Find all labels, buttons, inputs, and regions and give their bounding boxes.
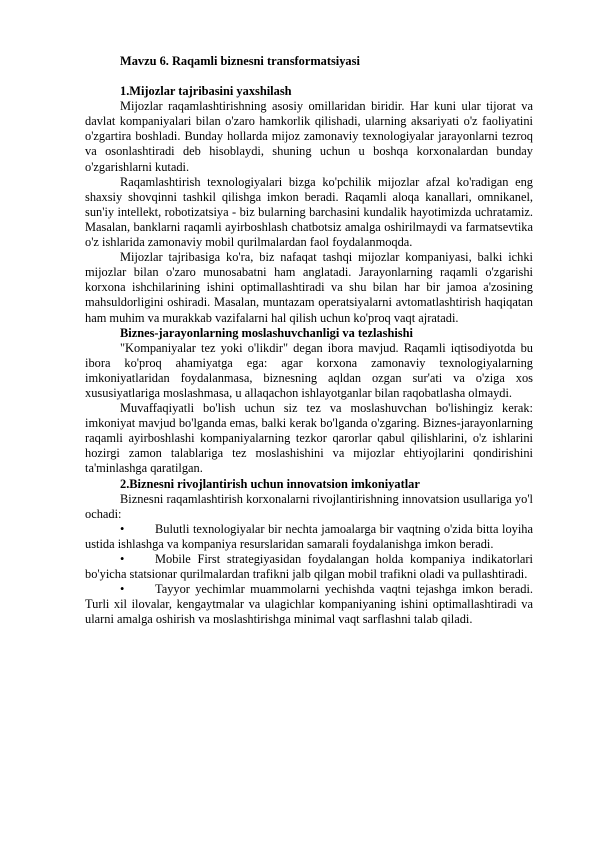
paragraph: Mijozlar raqamlashtirishning asosiy omillaridan biridir. Har kuni ular tijorat va davlat kompaniyalari bilan o'zaro hamkorlik qilishadi, ularning aksariyati o'z faoliyatini o'zgartira boshladi. Bunday hollarda mijoz zamonaviy texnologiyalar jarayonlarni tezroq va osonlashtiradi deb hisoblaydi, shuning uchun u boshqa korxonalardan bunday o'zgarishlarni kutadi.: [85, 99, 533, 174]
list-item: [85, 582, 533, 627]
document-body: [85, 54, 533, 627]
list-item-text: Bulutli texnologiyalar bir nechta jamoalarga bir vaqtning o'zida bitta loyiha ustida ishlashga va kompaniya resurslaridan samarali foydalanishga imkon beradi.: [85, 521, 533, 551]
list-item: [85, 522, 533, 552]
paragraph: Muvaffaqiyatli bo'lish uchun siz tez va moslashuvchan bo'lishingiz kerak: imkoniyat mavjud bo'lganda emas, balki kerak bo'lganda o'zgaring. Biznes-jarayonlarning raqamli ayirboshlashi kompaniyalarning tezkor qarorlar qabul qilishlarini, o'z ishlarini hozirgi zamon talablariga tez moslashishini va mijozlar ehtiyojlarini qondirishini ta'minlashga qaratilgan.: [85, 401, 533, 476]
paragraph: "Kompaniyalar tez yoki o'likdir" degan ibora mavjud. Raqamli iqtisodiyotda bu ibora ko'proq ahamiyatga ega: agar korxona zamonaviy texnologiyalarning imkoniyatlaridan foydalanmasa, biznesning aqldan ozgan sur'ati va o'ziga xos xususiyatlariga moslashmasa, u allaqachon ishlayotganlar bilan raqobatlasha olmaydi.: [85, 340, 533, 400]
list-item-text: Tayyor yechimlar muammolarni yechishda vaqtni tejashga imkon beradi. Turli xil ilovalar, kengaytmalar va ulagichlar kompaniyaning ishini optimallashtiradi va ularni amalga oshirish va moslashtirishga minimal vaqt sarflashni talab qiladi.: [85, 582, 533, 627]
bullet-icon: •: [120, 582, 125, 597]
page-title: Mavzu 6. Raqamli biznesni transformatsiyasi: [120, 54, 360, 68]
section-heading: 2.Biznesni rivojlantirish uchun innovatsion imkoniyatlar: [120, 476, 420, 491]
paragraph: Biznesni raqamlashtirish korxonalarni rivojlantirishning innovatsion usullariga yo'l ochadi:: [85, 491, 533, 521]
section-heading: Biznes-jarayonlarning moslashuvchanligi va tezlashishi: [120, 325, 413, 340]
list-item-text: Mobile First strategiyasidan foydalangan holda kompaniya indikatorlari bo'yicha statsionar qurilmalardan trafikni jalb qilgan mobil trafikni oladi va pullashtiradi.: [85, 552, 533, 582]
section-heading: 1.Mijozlar tajribasini yaxshilash: [120, 84, 292, 99]
bullet-icon: •: [120, 552, 125, 566]
paragraph: Raqamlashtirish texnologiyalari bizga ko'pchilik mijozlar afzal ko'radigan eng shaxsiy shovqinni tashkil qilishga imkon beradi. Raqamli aloqa kanallari, omnikanel, sun'iy intellekt, robotizatsiya - biz bularning barchasini kundalik hayotimizda uchratamiz. Masalan, banklarni raqamli ayirboshlash chatbotsiz amalga oshirilmaydi va farmatsevtika o'z ishlarida zamonaviy mobil qurilmalardan faol foydalanmoqda.: [85, 174, 533, 250]
paragraph: Mijozlar tajribasiga ko'ra, biz nafaqat tashqi mijozlar kompaniyasi, balki ichki mijozlar bilan o'zaro munosabatni ham anglatadi. Jarayonlarning raqamli o'zgarishi korxona ishchilarining ishini optimallashtiradi va shu bilan har bir jamoa a'zosining mahsuldorligini oshiradi. Masalan, muntazam operatsiyalarni avtomatlashtirish haqiqatan ham muhim va murakkab vazifalarni hal qilish uchun ko'proq vaqt ajratadi.: [85, 250, 533, 325]
bullet-icon: •: [120, 521, 125, 536]
list-item: [85, 552, 533, 582]
